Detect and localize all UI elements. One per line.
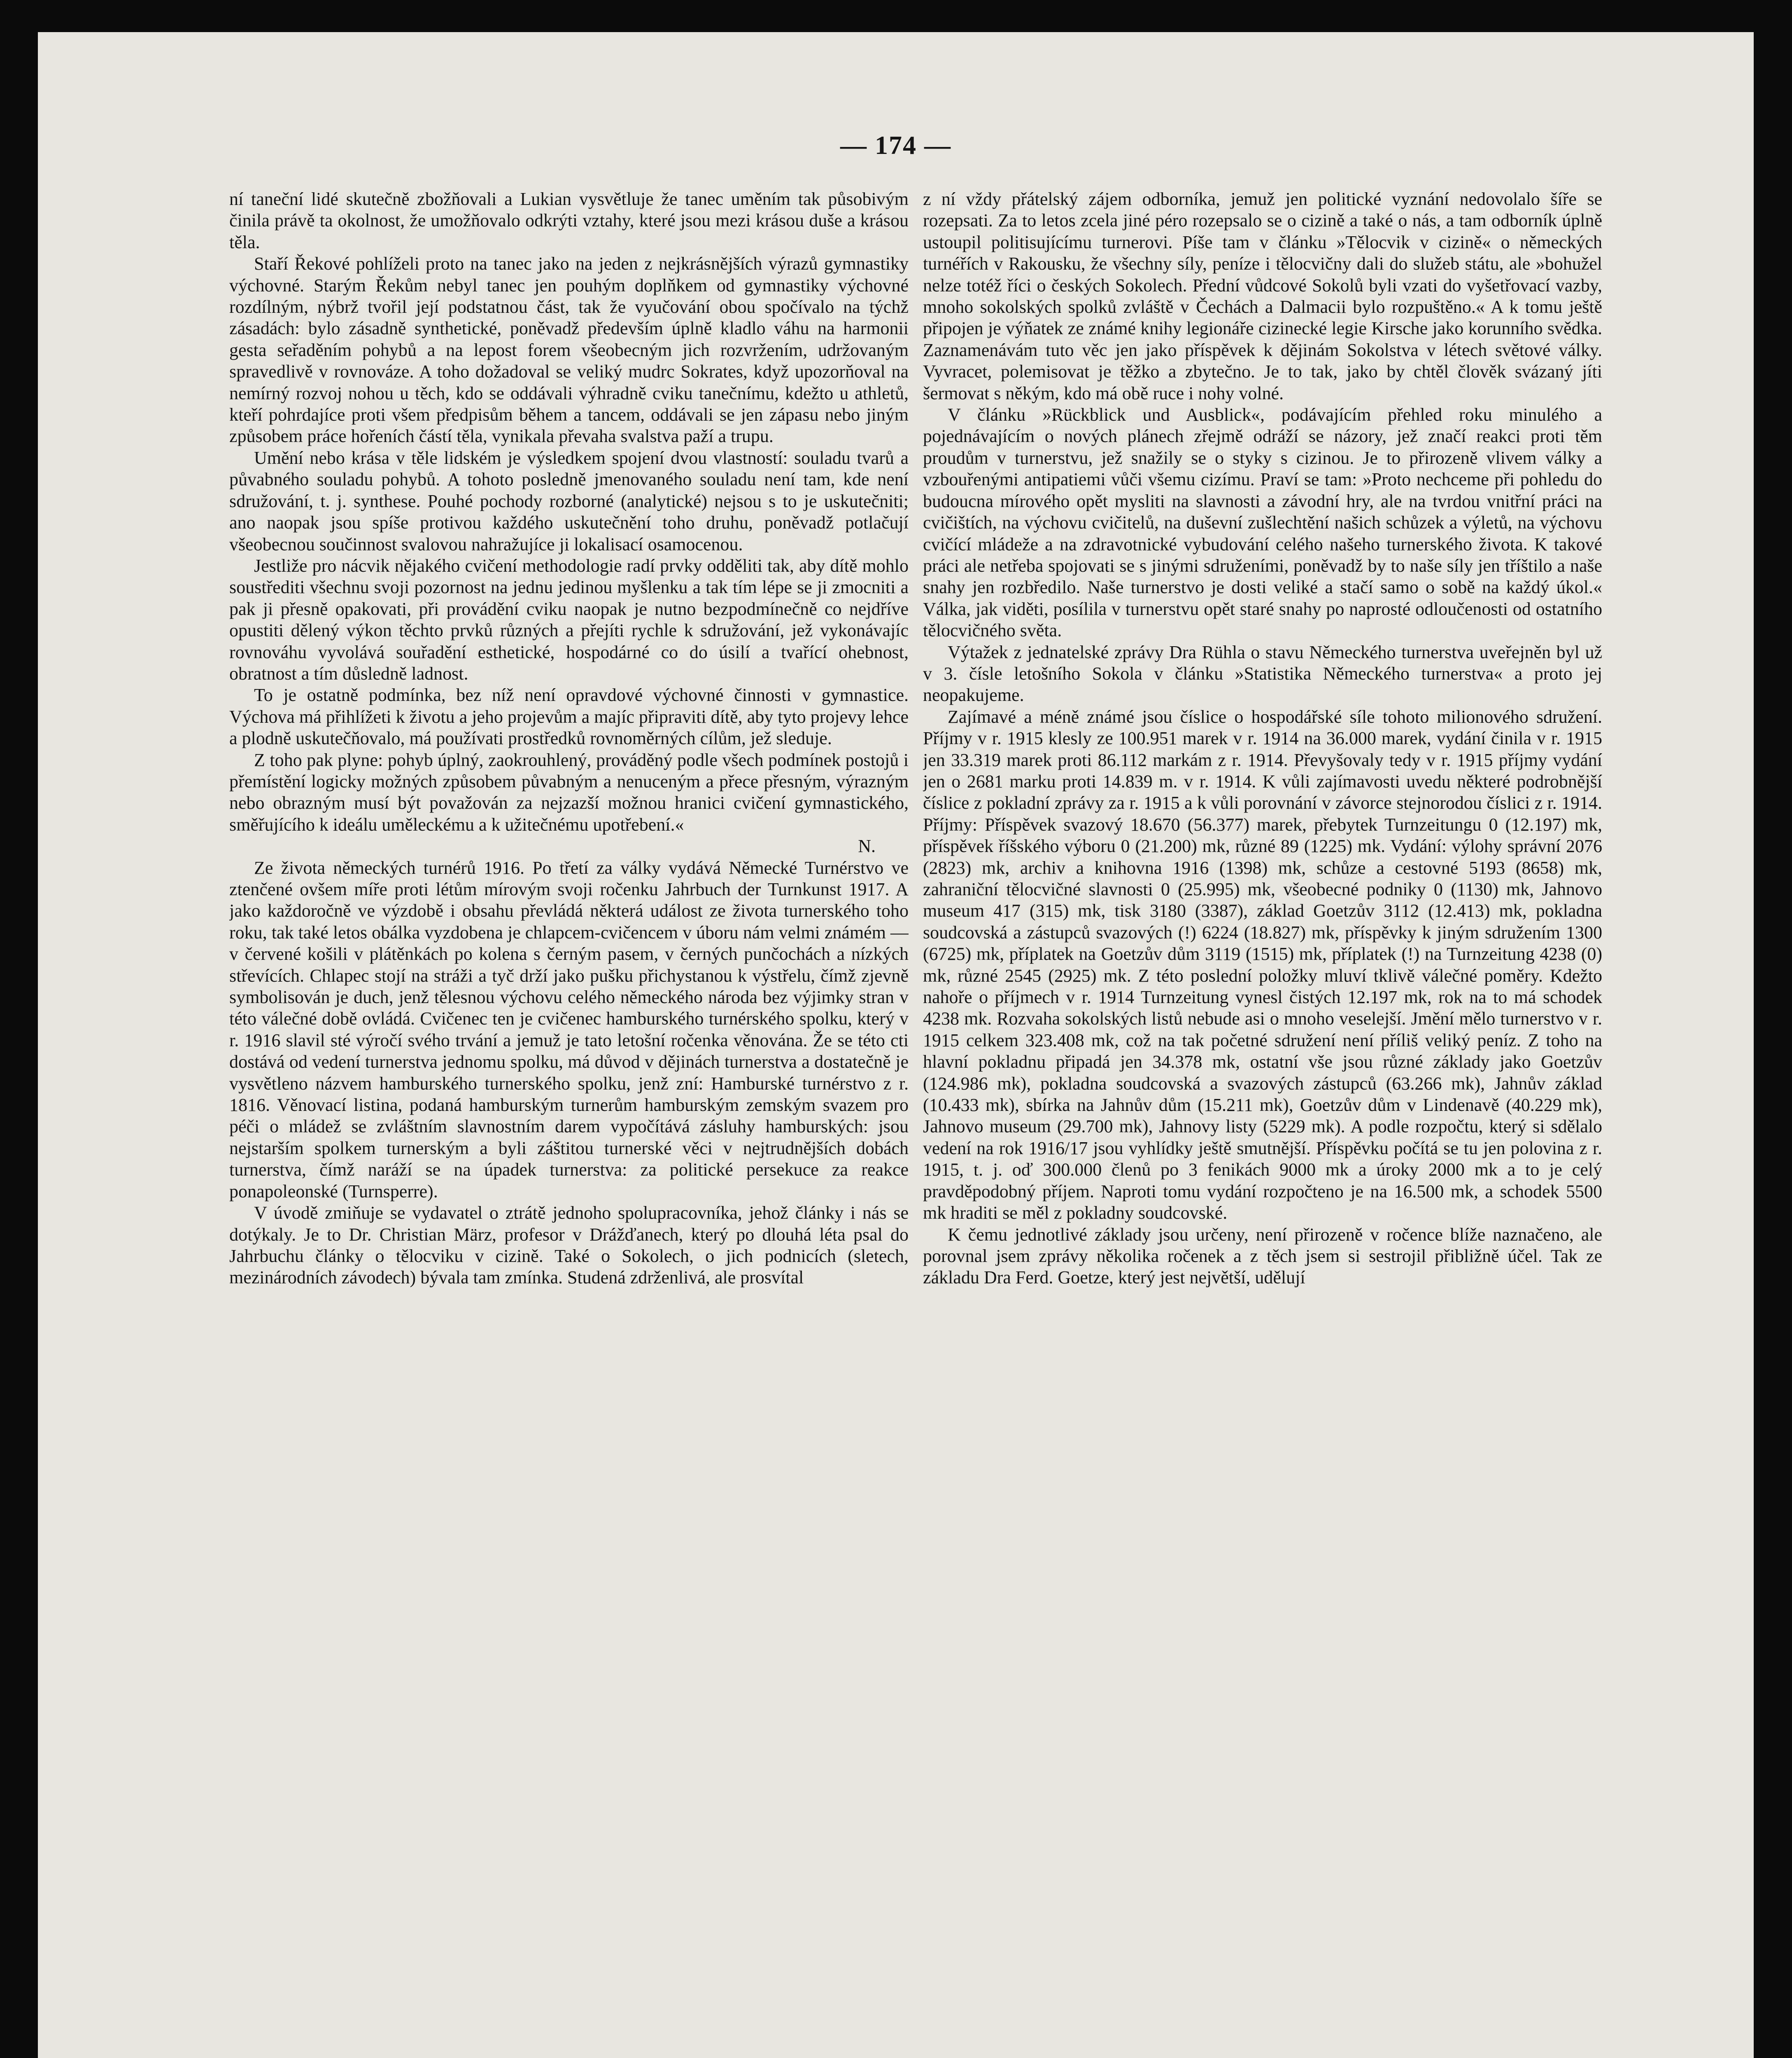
paragraph: Zajímavé a méně známé jsou číslice o hospodářské síle tohoto milionového sdružení. Příjmy v r. 1915 klesly ze 100.951 marek v r. 1914 na 36.000 marek, vydání činila v r. 1915 jen 33.319 marek proti 86.112 markám z r. 1914. Převyšovaly tedy v r. 1915 příjmy vydání jen o 2681 marku proti 14.839 m. v r. 1914. K vůli zajímavosti uvedu některé podrobnější číslice z pokladní zprávy za r. 1915 a k vůli porovnání v závorce stejnorodou číslici z r. 1914. Příjmy: Příspěvek svazový 18.670 (56.377) marek, přebytek Turnzeitungu 0 (12.197) mk, příspěvek říšského výboru 0 (21.200) mk, různé 89 (1225) mk. Vydání: výlohy správní 2076 (2823) mk, archiv a knihovna 1916 (1398) mk, schůze a cestovné 5193 (8658) mk, zahraniční tělocvičné slavnosti 0 (25.995) mk, všeobecné podniky 0 (1130) mk, Jahnovo museum 417 (315) mk, tisk 3180 (3387), základ Goetzův 3112 (12.413) mk, pokladna soudcovská a zástupců svazových (!) 6224 (18.827) mk, příspěvky k jiným sdružením 1300 (6725) mk, příplatek na Goetzův dům 3119 (1515) mk, příplatek (!) na Turnzeitung 4238 (0) mk, různé 2545 (2925) mk. Z této poslední položky mluví tklivě válečné poměry. Kdežto nahoře o příjmech v r. 1914 Turnzeitung vynesl čistých 12.197 mk, rok na to má schodek 4238 mk. Rozvaha sokolských listů nebude asi o mnoho veselejší. Jmění mělo turnerstvo v r. 1915 celkem 323.408 mk, což na tak početné sdružení není příliš veliký peníz. Z toho na hlavní pokladnu připadá jen 34.378 mk, ostatní vše jsou různé základy jako Goetzův (124.986 mk), pokladna soudcovská a svazových zástupců (63.266 mk), Jahnův základ (10.433 mk), sbírka na Jahnův dům (15.211 mk), Goetzův dům v Lindenavě (40.229 mk), Jahnovo museum (29.700 mk), Jahnovy listy (5229 mk). A podle rozpočtu, který si sdělalo vedení na rok 1916/17 jsou vyhlídky ještě smutnější. Příspěvku počítá se tu jen polovina z r. 1915, t. j. oď 300.000 členů po 3 fenikách 9000 mk a úroky 2000 mk a to je celý pravděpodobný příjem. Naproti tomu vydání rozpočteno je na 16.500 mk, a schodek 5500 mk hraditi se měl z pokladny soudcovské. xyxy=(923,706,1602,1223)
left-text-column xyxy=(229,189,909,2058)
paragraph: z ní vždy přátelský zájem odborníka, jemuž jen politické vyznání nedovolalo šíře se rozepsati. Za to letos zcela jiné péro rozepsalo se o cizině a také o nás, a tam odborník úplně ustoupil politisujícímu turnerovi. Píše tam v článku »Tělocvik v cizině« o německých turnéřích v Rakousku, že všechny síly, peníze i tělocvičny dali do služeb státu, ale »bohužel nelze totéž říci o českých Sokolech. Přední vůdcové Sokolů byli vzati do vyšetřovací vazby, mnoho sokolských spolků zvláště v Čechách a Dalmacii bylo rozpuštěno.« A k tomu ještě připojen je výňatek ze známé knihy legionáře cizinecké legie Kirsche jako korunního svědka. Zaznamenávám tuto věc jen jako příspěvek k dějinám Sokolstva v létech světové války. Vyvracet, polemisovat je těžko a zbytečno. Je to tak, jako by chtěl člověk svázaný jíti šermovat s někým, kdo má obě ruce i nohy volné. xyxy=(923,189,1602,403)
paragraph: To je ostatně podmínka, bez níž není opravdové výchovné činnosti v gymnastice. Výchova má přihlížeti k životu a jeho projevům a majíc připraviti dítě, aby tyto projevy lehce a plodně uskutečňovalo, má používati prostředků rovnoměrných cílům, jež sleduje. xyxy=(229,685,909,749)
scanned-page xyxy=(38,32,1754,2058)
paragraph: Z toho pak plyne: pohyb úplný, zaokrouhlený, prováděný podle všech podmínek postojů i přemístění logicky možných způsobem půvabným a nenuceným a přece přesným, výrazným nebo obrazným musí být považován za nejzazší možnou hranici cvičení gymnastického, směřujícího k ideálu uměleckému a k užitečnému upotřebení.« xyxy=(229,750,909,835)
paragraph: Staří Řekové pohlíželi proto na tanec jako na jeden z nejkrásnějších výrazů gymnastiky výchovné. Starým Řekům nebyl tanec jen pouhým doplňkem od gymnastiky výchovné rozdílným, nýbrž tvořil její podstatnou část, tak že vyučování obou spočívalo na týchž zásadách: bylo zásadně synthetické, poněvadž především úplně kladlo váhu na harmonii gesta seřaděním pohybů a na lepost forem všeobecným jich rozvržením, udržovaným spravedlivě v rovnováze. A toho dožadoval se veliký mudrc Sokrates, když upozorňoval na nemírný rozvoj nohou u těch, kdo se oddávali výhradně cviku tanečnímu, kdežto u athletů, kteří pohrdajíce proti všem předpisům během a tancem, oddávali se jen zápasu nebo jiným způsobem práce hořeních částí těla, vynikala převaha svalstva paží a trupu. xyxy=(229,254,909,447)
paragraph: Ze života německých turnérů 1916. Po třetí za války vydává Německé Turnérstvo ve ztenčené ovšem míře proti létům mírovým svoji ročenku Jahrbuch der Turnkunst 1917. A jako každoročně ve výzdobě i obsahu převládá některá událost ze života turnerského toho roku, tak také letos obálka vyzdobena je chlapcem-cvičencem v úboru nám velmi známém — v červené košili v plátěnkách po kolena s černým pasem, v černých punčochách a nízkých střevících. Chlapec stojí na stráži a tyč drží jako pušku přichystanou k výstřelu, čímž zjevně symbolisován je duch, jenž tělesnou výchovu celého německého národa bez výjimky stran v této válečné době ovládá. Cvičenec ten je cvičenec hamburského turnérského spolku, který v r. 1916 slavil sté výročí svého trvání a jemuž je tato letošní ročenka věnována. Že se této cti dostává od vedení turnerstva jednomu spolku, má důvod v dějinách turnerstva a dostatečně je vysvětleno názvem hamburského turnerského spolku, jenž zní: Hamburské turnérstvo z r. 1816. Věnovací listina, podaná hamburským turnerům hamburským zemským svazem pro péči o mládež se zvláštním slavnostním darem vypočítává zásluhy hamburských: jsou nejstarším spolkem turnerským a byli záštitou turnerské věci v nejtrudnějších dobách turnerstva, čímž naráží se na úpadek turnerstva: za politické persekuce za reakce ponapoleonské (Turnsperre). xyxy=(229,857,909,1201)
paragraph: ní taneční lidé skutečně zbožňovali a Lukian vysvětluje že tanec uměním tak působivým činila právě ta okolnost, že umožňovalo odkrýti vztahy, které jsou mezi krásou duše a krásou těla. xyxy=(229,189,909,252)
paragraph: V článku »Rückblick und Ausblick«, podávajícím přehled roku minulého a pojednávajícím o nových plánech zřejmě odráží se názory, jež značí reakci proti těm proudům v turnerstvu, jež snažily se o styky s cizinou. Je to přirozeně vlivem války a vzbouřenými antipatiemi vůči všemu cizímu. Praví se tam: »Proto nechceme při pohledu do budoucna mírového opět mysliti na slavnosti a závodní hry, ale na tvrdou vnitřní práci na cvičištích, na výchovu cvičitelů, na duševní zušlechtění našich schůzek a výletů, na výchovu cvičící mládeže a na zdravotnické vybudování celého našeho turnerského života. K takové práci ale netřeba spojovati se s jinými sdruženími, poněvadž by to naše síly jen tříštilo a naše snahy jen rozbředilo. Naše turnerstvo je dosti veliké a stačí samo o sobě na každý úkol.« Válka, jak viděti, posílila v turnerstvu opět staré snahy po naprosté odloučenosti od ostatního tělocvičného světa. xyxy=(923,405,1602,641)
paragraph: Výtažek z jednatelské zprávy Dra Rühla o stavu Německého turnerstva uveřejněn byl už v 3. čísle letošního Sokola v článku »Statistika Německého turnerstva« a proto jej neopakujeme. xyxy=(923,642,1602,705)
page-number: — 174 — xyxy=(840,130,951,160)
paragraph: K čemu jednotlivé základy jsou určeny, není přirozeně v ročence blíže naznačeno, ale porovnal jsem zprávy několika ročenek a z těch jsem si sestrojil přibližně účel. Tak ze základu Dra Ferd. Goetze, který jest největší, udělují xyxy=(923,1224,1602,1288)
right-text-column xyxy=(923,189,1602,2058)
paragraph: Jestliže pro nácvik nějakého cvičení methodologie radí prvky odděliti tak, aby dítě mohlo soustřediti všechnu svoji pozornost na jednu jedinou myšlenku a tak tím lépe se ji zmocniti a pak ji přesně opakovati, při provádění cviku naopak je nutno bezpodmínečně co nejdříve opustiti dělený výkon těchto prvků různých a přejíti rychle k sdružování, jež vykonávajíc rovnováhu vyvolává souřadění esthetické, hospodárné co do úsilí a tvařící ohebnost, obratnost a tím důsledně ladnost. xyxy=(229,555,909,684)
paragraph: N. xyxy=(858,836,876,857)
paragraph: V úvodě zmiňuje se vydavatel o ztrátě jednoho spolupracovníka, jehož články i nás se dotýkaly. Je to Dr. Christian März, profesor v Drážďanech, který po dlouhá léta psal do Jahrbuchu články o tělocviku v cizině. Také o Sokolech, o jich podnicích (sletech, mezinárodních závodech) bývala tam zmínka. Studená zdrženlivá, ale prosvítal xyxy=(229,1203,909,1288)
paragraph: Umění nebo krása v těle lidském je výsledkem spojení dvou vlastností: souladu tvarů a půvabného souladu pohybů. A tohoto posledně jmenovaného souladu není tam, kde není sdružování, t. j. synthese. Pouhé pochody rozborné (analytické) nejsou s to je uskutečniti; ano naopak jsou spíše protivou každého uskutečnění toho druhu, poněvadž potlačují všeobecnou součinnost svalovou nahražujíce ji lokalisací osamocenou. xyxy=(229,447,909,554)
